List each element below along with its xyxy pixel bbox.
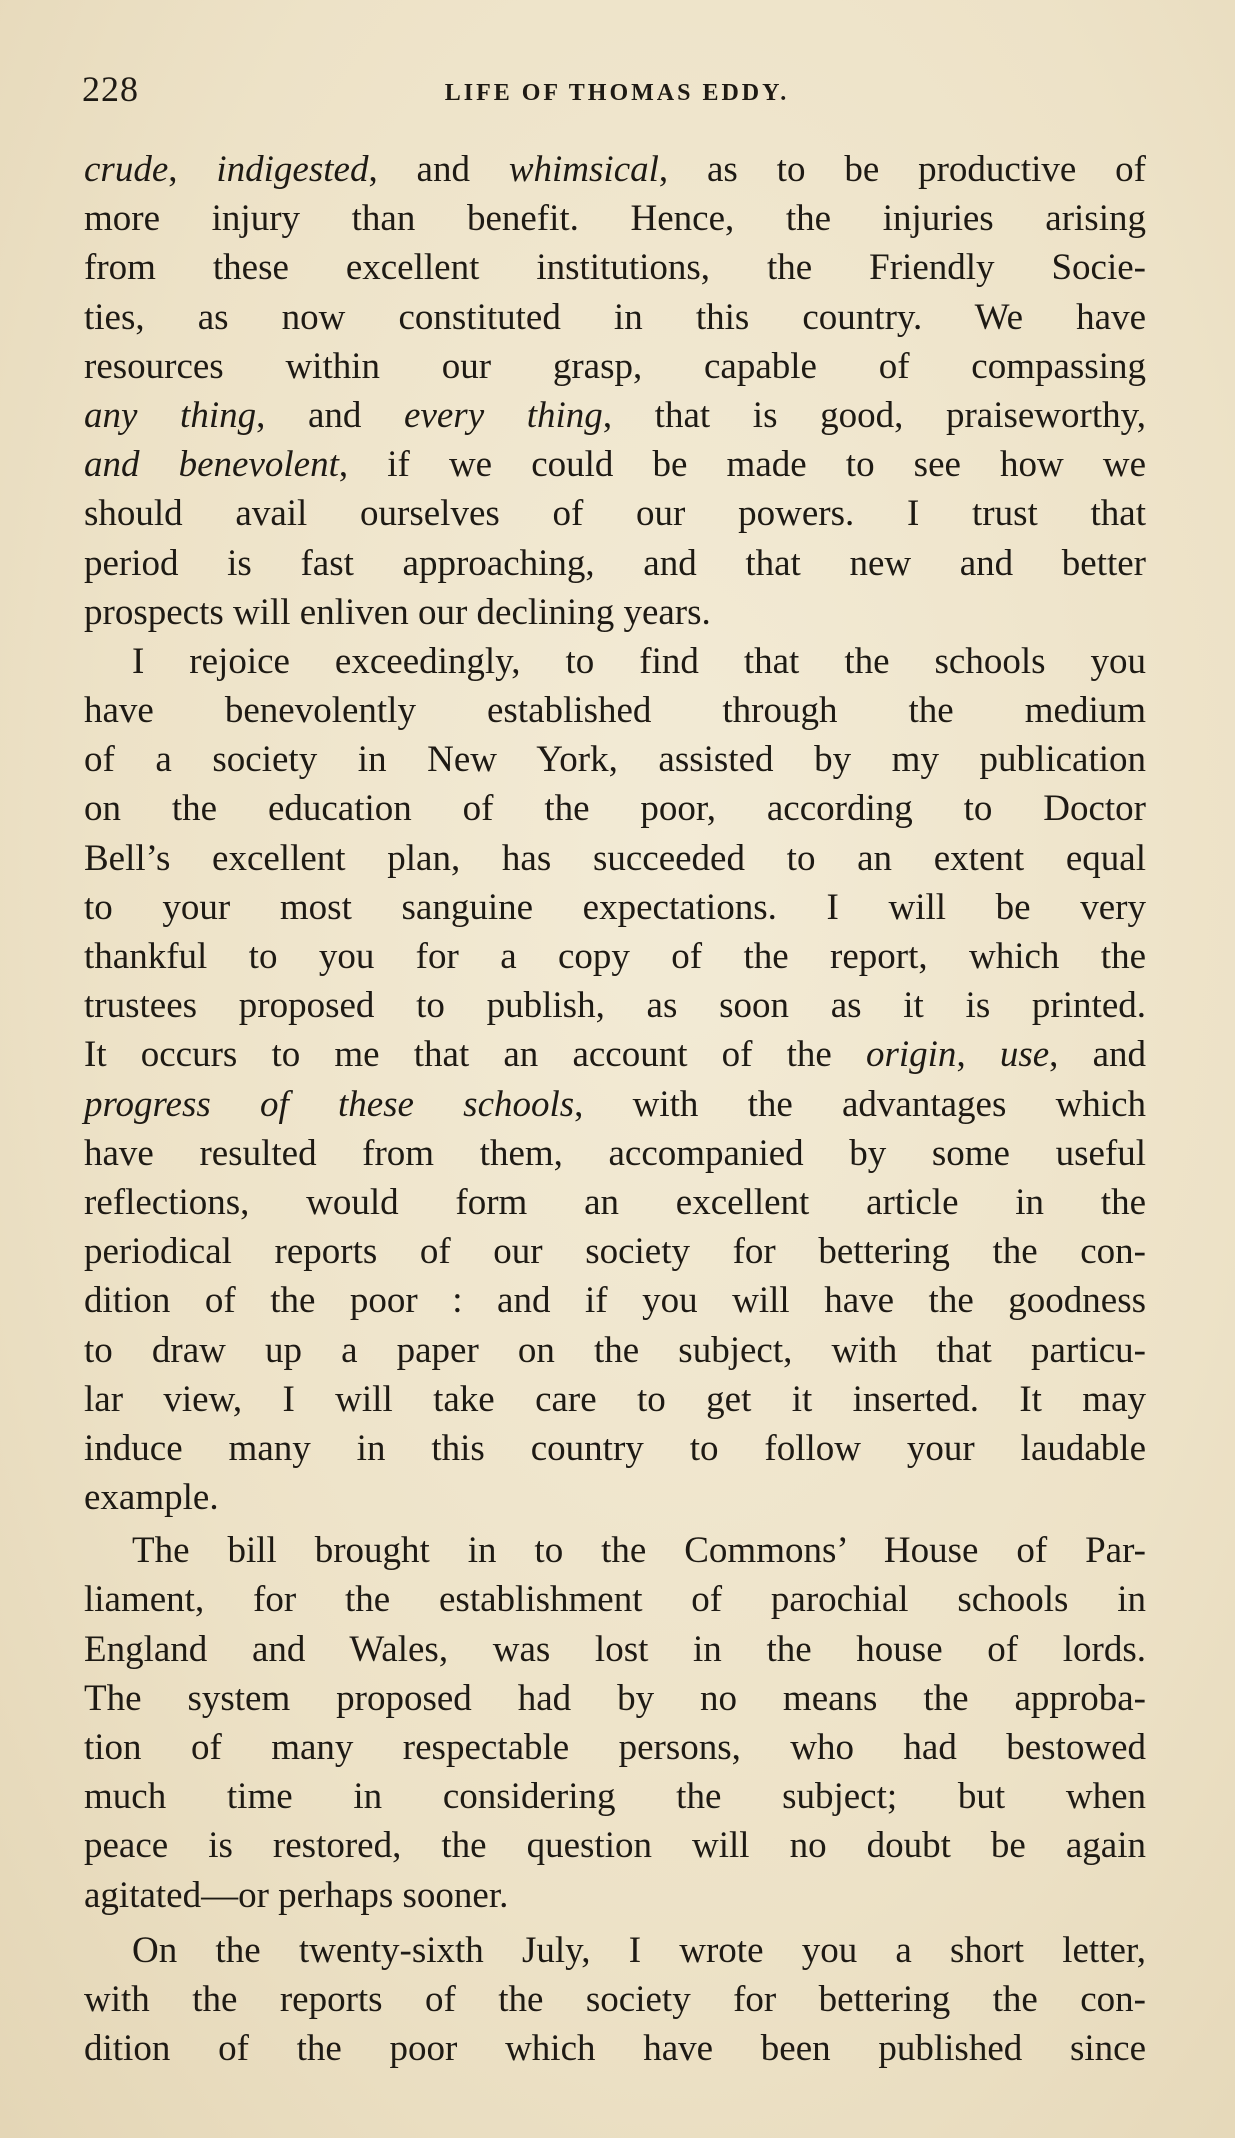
text-line: agitated—or perhaps sooner. xyxy=(84,1874,509,1916)
text-line: tion of many respectable persons, who had bestowed xyxy=(84,1727,1146,1768)
page-header xyxy=(82,68,1152,118)
text-line: of a society in New York, assisted by my publication xyxy=(84,739,1146,781)
text-line: progress of these schools, with the advantages which xyxy=(84,1083,1146,1125)
text-line: induce many in this country to follow your laudable xyxy=(84,1427,1146,1469)
paragraph xyxy=(84,1926,1146,2074)
text-line: from these excellent institutions, the Friendly Socie- xyxy=(84,247,1146,289)
page-number: 228 xyxy=(82,69,139,109)
text-line: It occurs to me that an account of the origin, use, and xyxy=(84,1034,1146,1076)
text-line: On the twenty-sixth July, I wrote you a short letter, xyxy=(132,1929,1146,1971)
paragraph xyxy=(84,637,1146,1522)
text-line: The system proposed had by no means the approba- xyxy=(84,1677,1146,1719)
text-line: should avail ourselves of our powers. I trust that xyxy=(84,493,1146,535)
text-line: have resulted from them, accompanied by some useful xyxy=(84,1132,1146,1174)
text-line: Bell’s excellent plan, has succeeded to an extent equal xyxy=(84,837,1146,879)
text-line: England and Wales, was lost in the house of lords. xyxy=(84,1628,1146,1670)
paragraph xyxy=(84,145,1146,637)
text-line: peace is restored, the question will no doubt be again xyxy=(84,1825,1146,1867)
text-line: on the education of the poor, according to Doctor xyxy=(84,788,1146,830)
body-text xyxy=(84,145,1146,2073)
text-line: reflections, would form an excellent article in the xyxy=(84,1181,1146,1223)
text-line: resources within our grasp, capable of compassing xyxy=(84,345,1146,387)
text-line: dition of the poor : and if you will have the goodness xyxy=(84,1280,1146,1322)
text-line: any thing, and every thing, that is good, praiseworthy, xyxy=(84,394,1146,436)
text-line: to your most sanguine expectations. I will be very xyxy=(84,886,1146,928)
running-head: LIFE OF THOMAS EDDY. xyxy=(444,80,790,106)
paragraph xyxy=(84,1526,1146,1920)
text-line: trustees proposed to publish, as soon as it is printed. xyxy=(84,985,1146,1027)
text-line: thankful to you for a copy of the report, which the xyxy=(84,936,1146,977)
text-line: lar view, I will take care to get it inserted. It may xyxy=(84,1378,1146,1420)
text-line: ties, as now constituted in this country. We have xyxy=(84,296,1146,338)
text-line: much time in considering the subject; but when xyxy=(84,1776,1146,1818)
text-line: example. xyxy=(84,1477,219,1519)
text-line: dition of the poor which have been published since xyxy=(84,2028,1146,2070)
text-line: to draw up a paper on the subject, with that particu- xyxy=(84,1329,1146,1371)
text-line: liament, for the establishment of parochial schools in xyxy=(84,1579,1146,1621)
text-line: I rejoice exceedingly, to find that the schools you xyxy=(132,640,1146,682)
text-line: and benevolent, if we could be made to see how we xyxy=(84,444,1147,486)
text-line: periodical reports of our society for bettering the con- xyxy=(84,1231,1146,1273)
text-line: period is fast approaching, and that new and better xyxy=(84,542,1146,584)
text-line: prospects will enliven our declining years. xyxy=(84,591,711,633)
text-line: The bill brought in to the Commons’ House of Par- xyxy=(132,1530,1146,1572)
text-line: crude, indigested, and whimsical, as to be productive of xyxy=(84,149,1146,190)
text-line: have benevolently established through the medium xyxy=(84,690,1146,732)
text-line: with the reports of the society for bettering the con- xyxy=(84,1978,1146,2020)
text-line: more injury than benefit. Hence, the injuries arising xyxy=(84,198,1146,240)
